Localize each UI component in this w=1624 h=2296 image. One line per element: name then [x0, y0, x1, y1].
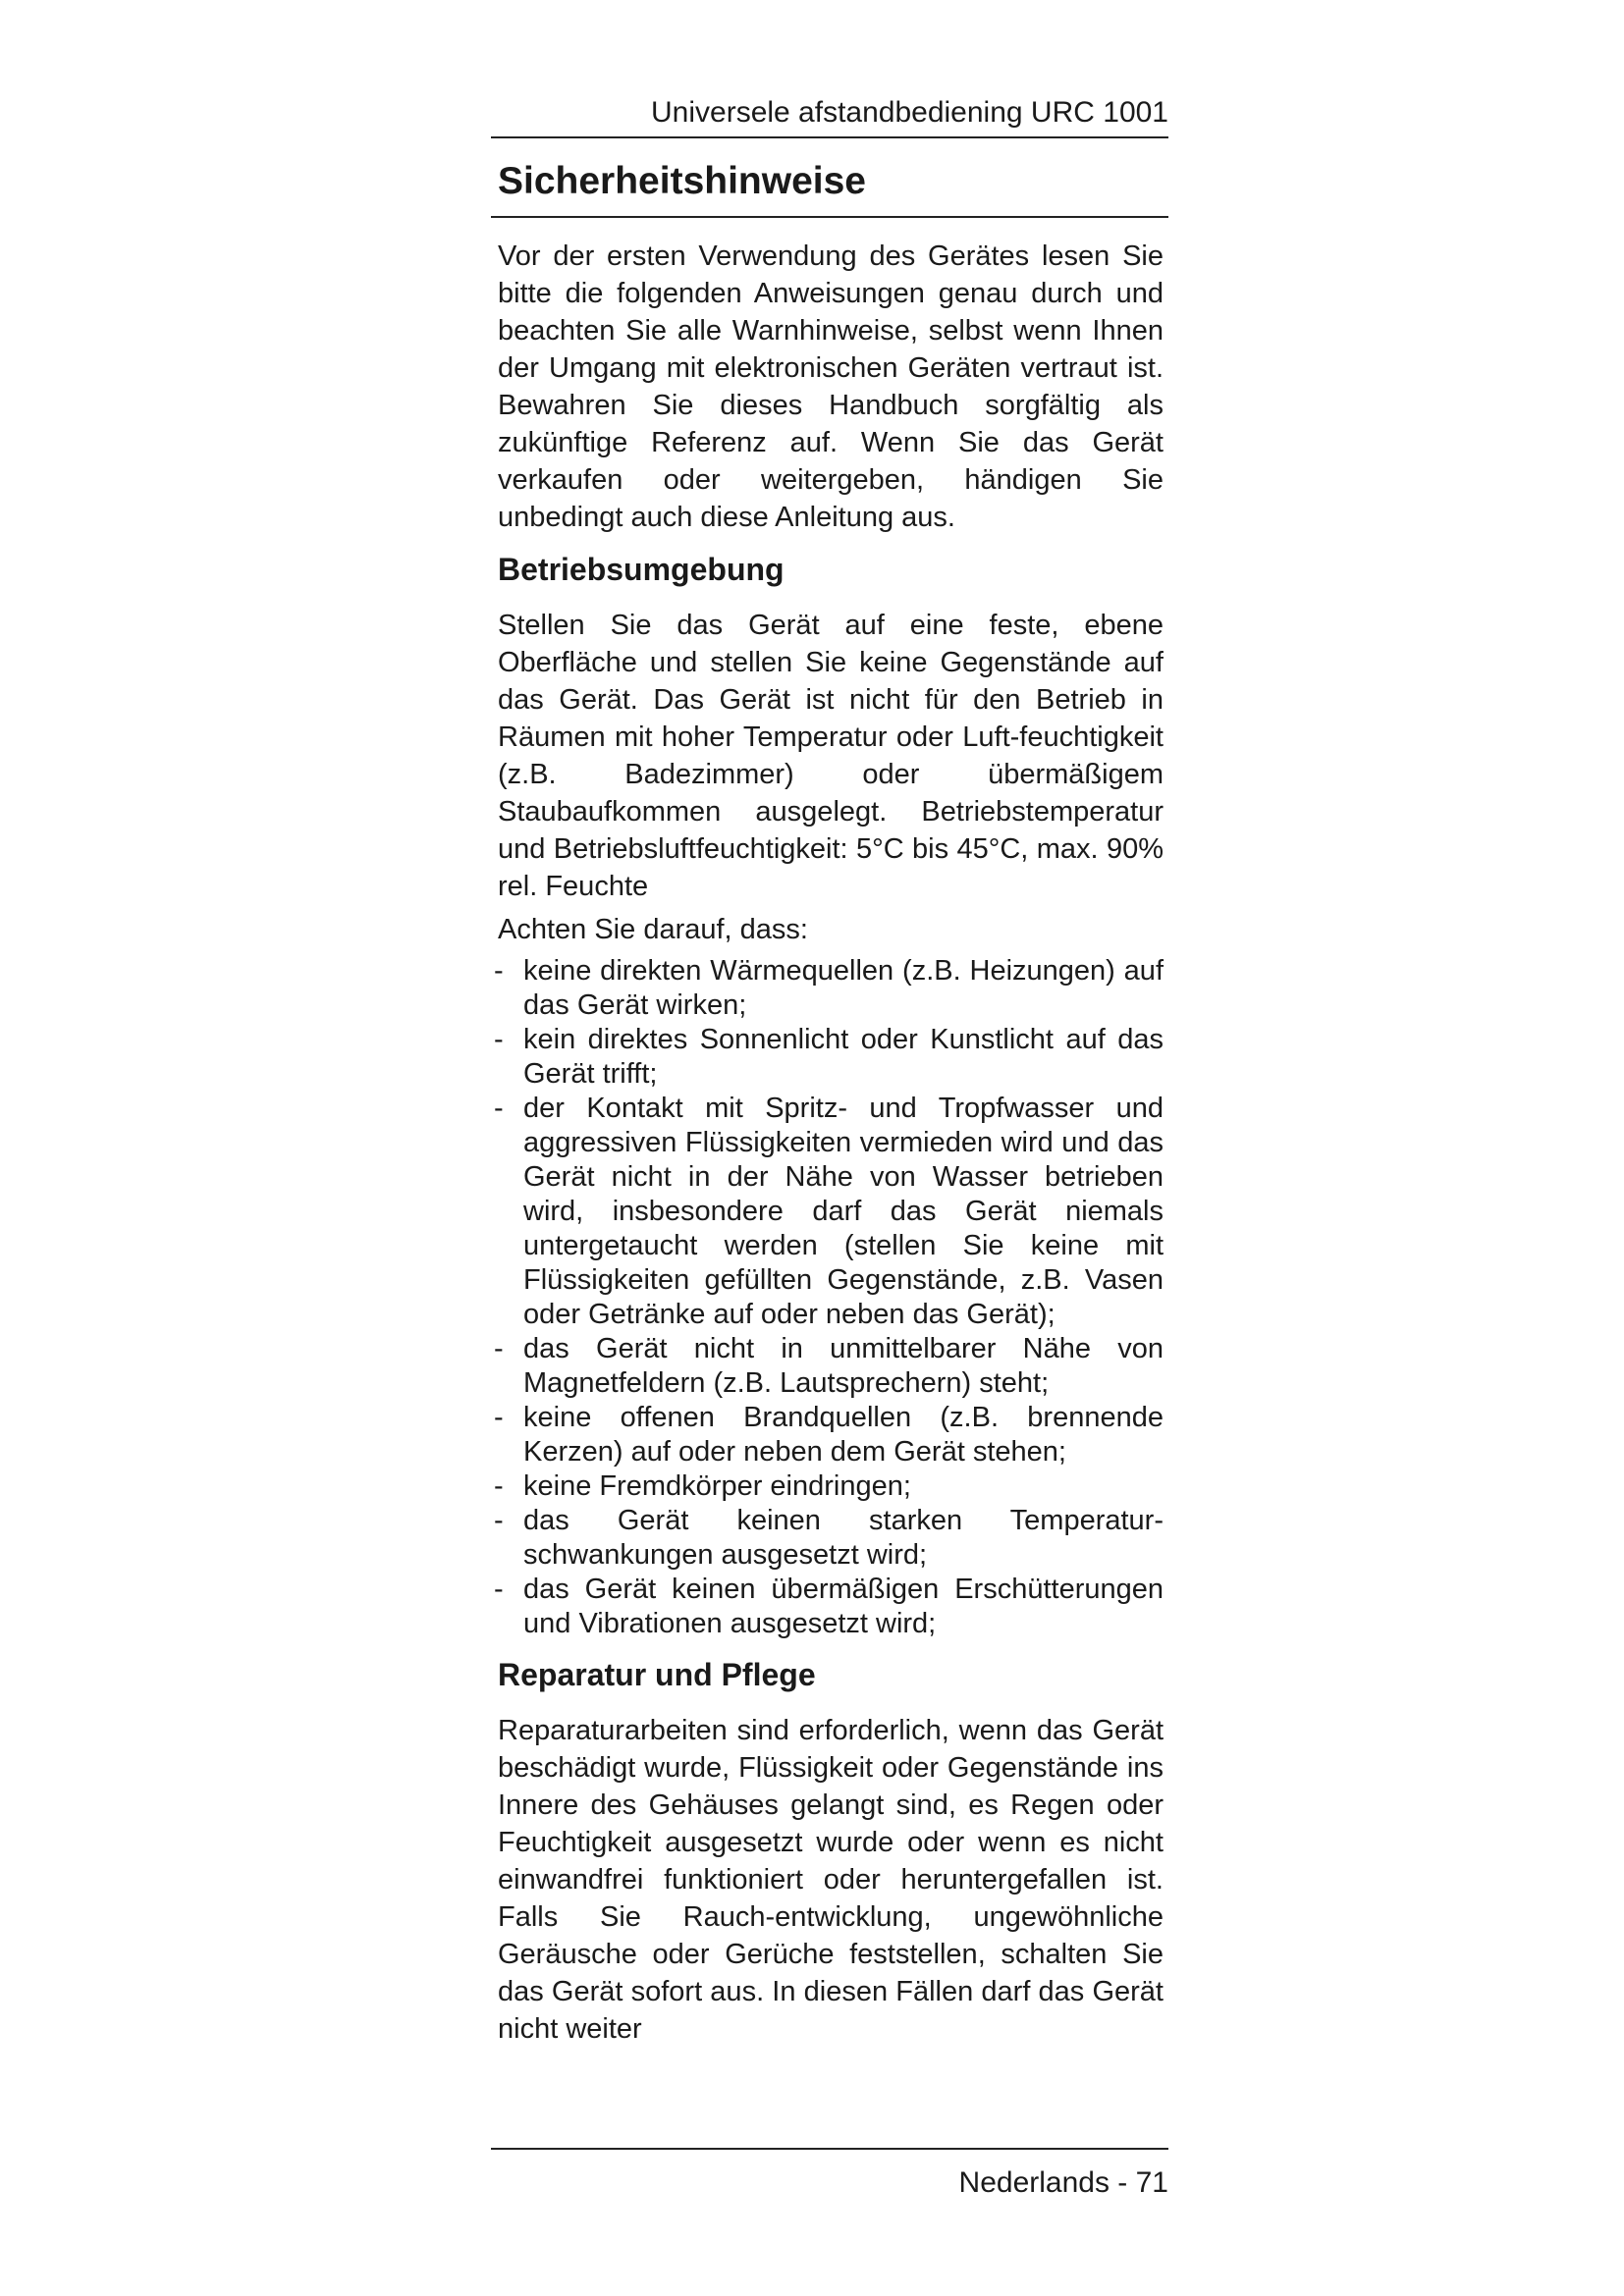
- page-footer: Nederlands - 71: [491, 2148, 1168, 2203]
- content-body: [494, 238, 1164, 2048]
- betriebsumgebung-paragraph: Stellen Sie das Gerät auf eine feste, ebene Oberfläche und stellen Sie keine Gegenstände auf das Gerät. Das Gerät ist nicht für den Betrieb in Räumen mit hoher Temperatur oder Luft-feuchtigkeit (z.B. Badezimmer) oder übermäßigem Staubaufkommen ausgelegt. Betriebstemperatur und Betriebsluftfeuchtigkeit: 5°C bis 45°C, max. 90% rel. Feuchte: [498, 610, 1164, 902]
- section-title: Sicherheitshinweise: [491, 157, 1168, 218]
- list-item: - das Gerät keinen übermäßigen Erschütterungen und Vibrationen ausgesetzt wird;: [494, 1574, 1164, 1639]
- list-item: - das Gerät nicht in unmittelbarer Nähe von Magnetfeldern (z.B. Lautsprechern) steht;: [494, 1333, 1164, 1399]
- heading-betriebsumgebung: Betriebsumgebung: [498, 552, 785, 587]
- list-item: - keine offenen Brandquellen (z.B. brennende Kerzen) auf oder neben dem Gerät stehen;: [494, 1402, 1164, 1468]
- heading-reparatur: Reparatur und Pflege: [498, 1657, 816, 1692]
- running-header: Universele afstandbediening URC 1001: [491, 93, 1168, 138]
- safety-list: [494, 954, 1164, 1641]
- list-item: - keine Fremdkörper eindringen;: [494, 1470, 911, 1502]
- list-item: - der Kontakt mit Spritz- und Tropfwasser und aggressiven Flüssigkeiten vermieden wird und das Gerät nicht in der Nähe von Wasser betrieben wird, insbesondere darf das Gerät niemals untergetaucht werden (stellen Sie keine mit Flüssigkeiten gefüllten Gegenstände, z.B. Vasen oder Getränke auf oder neben das Gerät);: [494, 1093, 1164, 1330]
- list-item: - keine direkten Wärmequellen (z.B. Heizungen) auf das Gerät wirken;: [494, 955, 1164, 1021]
- reparatur-paragraph: Reparaturarbeiten sind erforderlich, wenn das Gerät beschädigt wurde, Flüssigkeit oder Gegenstände ins Innere des Gehäuses gelangt sind, es Regen oder Feuchtigkeit ausgesetzt wurde oder wenn es nicht einwandfrei funktioniert oder heruntergefallen ist. Falls Sie Rauch-entwicklung, ungewöhnliche Geräusche oder Gerüche feststellen, schalten Sie das Gerät sofort aus. In diesen Fällen darf das Gerät nicht weiter: [498, 1715, 1164, 2045]
- intro-paragraph: Vor der ersten Verwendung des Gerätes lesen Sie bitte die folgenden Anweisungen genau durch und beachten Sie alle Warnhinweise, selbst wenn Ihnen der Umgang mit elektronischen Geräten vertraut ist. Bewahren Sie dieses Handbuch sorgfältig als zukünftige Referenz auf. Wenn Sie das Gerät verkaufen oder weitergeben, händigen Sie unbedingt auch diese Anleitung aus.: [498, 240, 1164, 533]
- list-intro: Achten Sie darauf, dass:: [498, 914, 808, 945]
- list-item: - kein direktes Sonnenlicht oder Kunstlicht auf das Gerät trifft;: [494, 1024, 1164, 1090]
- list-item: - das Gerät keinen starken Temperatur-schwankungen ausgesetzt wird;: [494, 1505, 1164, 1571]
